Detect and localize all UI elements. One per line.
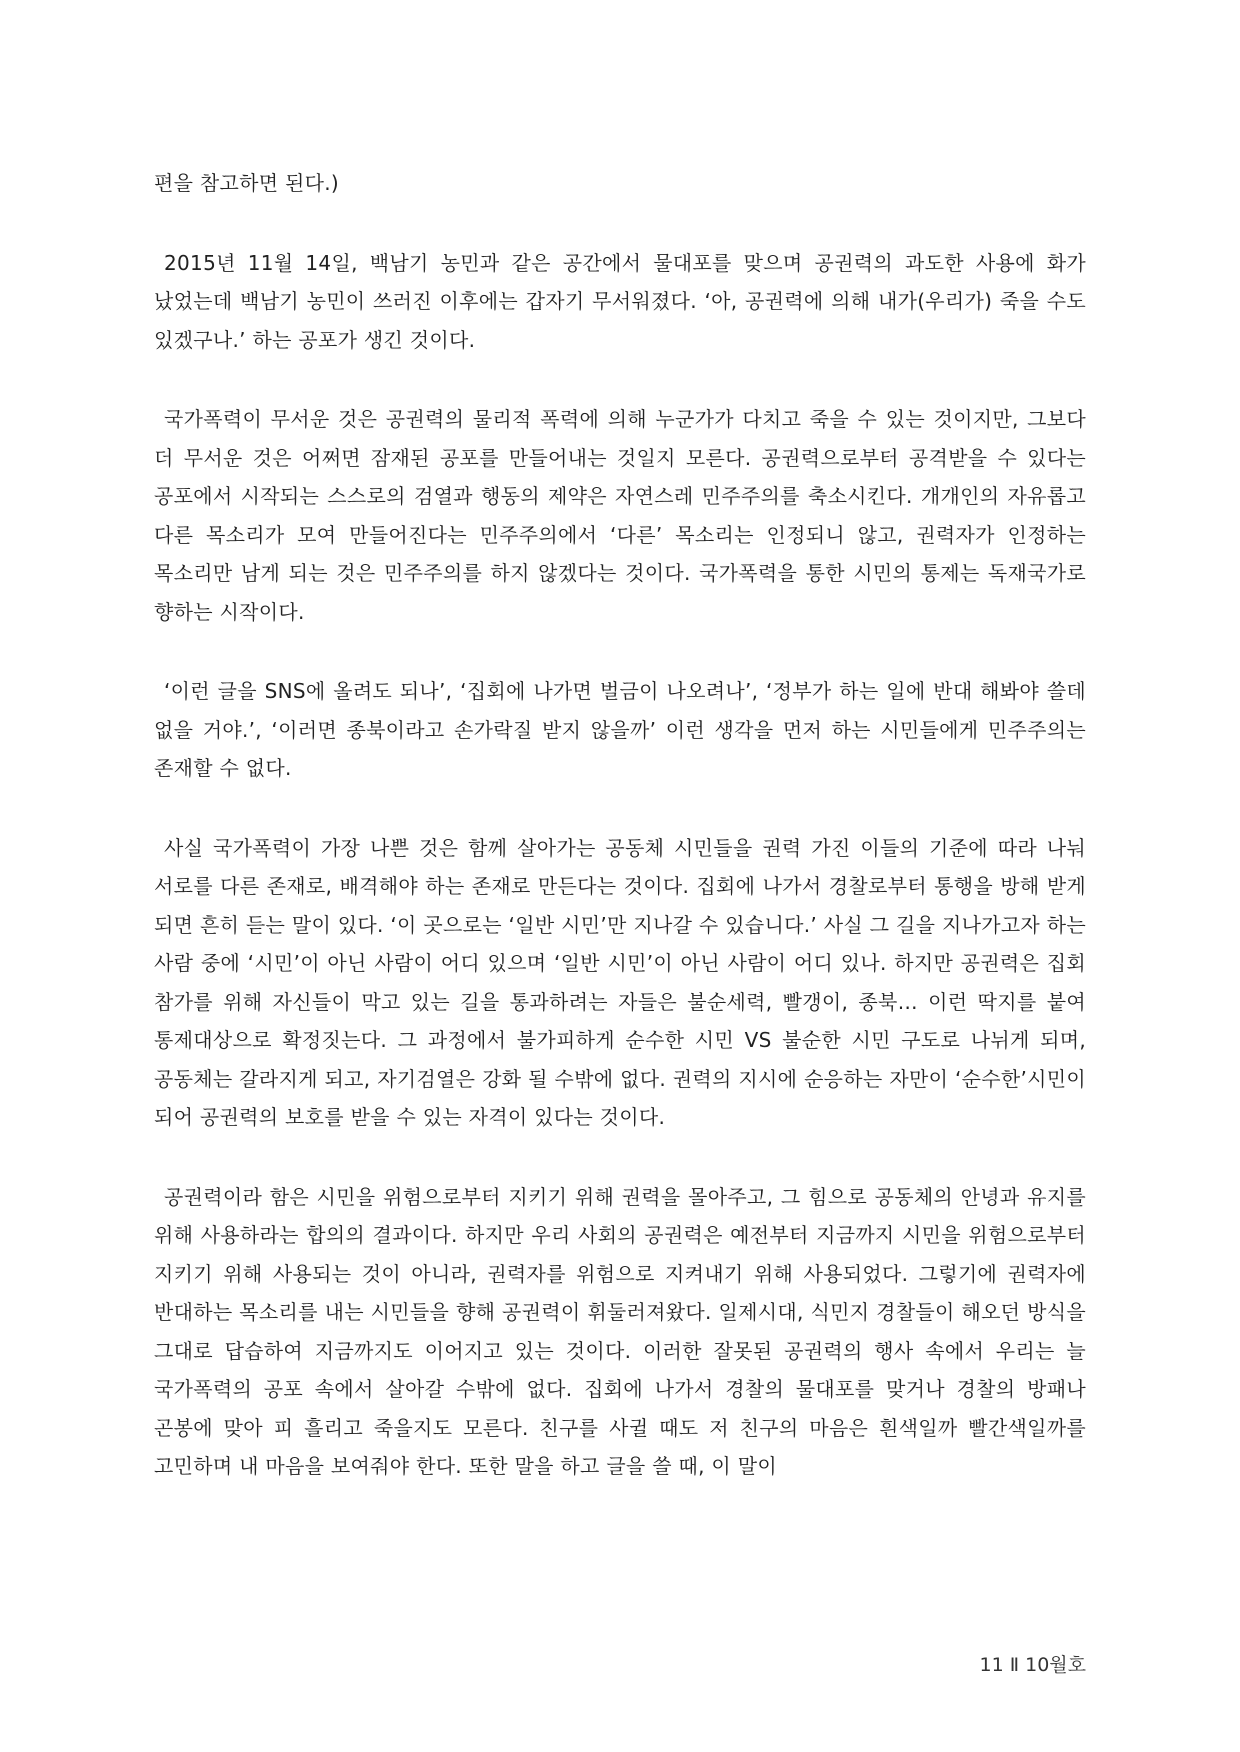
article-body [154, 164, 1086, 1527]
paragraph-self-censorship: ‘이런 글을 SNS에 올려도 되나’, ‘집회에 나가면 벌금이 나오려나’, ‘정부가 하는 일에 반대 해봐야 쓸데 없을 거야.’, ‘이러면 종북이라고 손가락질 받지 않을까’ 이런 생각을 먼저 하는 시민들에게 민주주의는 존재할 수 없다. [154, 679, 1086, 780]
paragraph-public-authority: 공권력이라 함은 시민을 위험으로부터 지키기 위해 권력을 몰아주고, 그 힘으로 공동체의 안녕과 유지를 위해 사용하라는 합의의 결과이다. 하지만 우리 사회의 공권력은 예전부터 지금까지 시민을 위험으로부터 지키기 위해 사용되는 것이 아니라, 권력자를 위험으로 지켜내기 위해 사용되었다. 그렇기에 권력자에 반대하는 목소리를 내는 시민들을 향해 공권력이 휘둘러져왔다. 일제시대, 식민지 경찰들이 해오던 방식을 그대로 답습하여 지금까지도 이어지고 있는 것이다. 이러한 잘못된 공권력의 행사 속에서 우리는 늘 국가폭력의 공포 속에서 살아갈 수밖에 없다. 집회에 나가서 경찰의 물대포를 맞거나 경찰의 방패나 곤봉에 맞아 피 흘리고 죽을지도 모른다. 친구를 사귈 때도 저 친구의 마음은 흰색일까 빨간색일까를 고민하며 내 마음을 보여줘야 한다. 또한 말을 하고 글을 쓸 때, 이 말이 [154, 1184, 1086, 1478]
paragraph-division-of-citizens: 사실 국가폭력이 가장 나쁜 것은 함께 살아가는 공동체 시민들을 권력 가진 이들의 기준에 따라 나눠 서로를 다른 존재로, 배격해야 하는 존재로 만든다는 것이다. 집회에 나가서 경찰로부터 통행을 방해 받게 되면 흔히 듣는 말이 있다. ‘이 곳으로는 ‘일반 시민’만 지나갈 수 있습니다.’ 사실 그 길을 지나가고자 하는 사람 중에 ‘시민’이 아닌 사람이 어디 있으며 ‘일반 시민’이 아닌 사람이 어디 있나. 하지만 공권력은 집회 참가를 위해 자신들이 막고 있는 길을 통과하려는 자들은 불순세력, 빨갱이, 종북… 이런 딱지를 붙여 통제대상으로 확정짓는다. 그 과정에서 불가피하게 순수한 시민 VS 불순한 시민 구도로 나뉘게 되며, 공동체는 갈라지게 되고, 자기검열은 강화 될 수밖에 없다. 권력의 지시에 순응하는 자만이 ‘순수한’시민이 되어 공권력의 보호를 받을 수 있는 자격이 있다는 것이다. [154, 835, 1086, 1129]
paragraph-2015-incident: 2015년 11월 14일, 백남기 농민과 같은 공간에서 물대포를 맞으며 공권력의 과도한 사용에 화가 났었는데 백남기 농민이 쓰러진 이후에는 갑자기 무서워졌다. ‘아, 공권력에 의해 내가(우리가) 죽을 수도 있겠구나.’ 하는 공포가 생긴 것이다. [154, 250, 1086, 352]
paragraph-continuation: 편을 참고하면 된다.) [154, 171, 340, 195]
paragraph-state-violence-fear: 국가폭력이 무서운 것은 공권력의 물리적 폭력에 의해 누군가가 다치고 죽을 수 있는 것이지만, 그보다 더 무서운 것은 어쩌면 잠재된 공포를 만들어내는 것일지 모른다. 공권력으로부터 공격받을 수 있다는 공포에서 시작되는 스스로의 검열과 행동의 제약은 자연스레 민주주의를 축소시킨다. 개개인의 자유롭고 다른 목소리가 모여 만들어진다는 민주주의에서 ‘다른’ 목소리는 인정되니 않고, 권력자가 인정하는 목소리만 남게 되는 것은 민주주의를 하지 않겠다는 것이다. 국가폭력을 통한 시민의 통제는 독재국가로 향하는 시작이다. [154, 407, 1086, 624]
page-footer: 11 Ⅱ 10월호 [979, 1654, 1086, 1676]
